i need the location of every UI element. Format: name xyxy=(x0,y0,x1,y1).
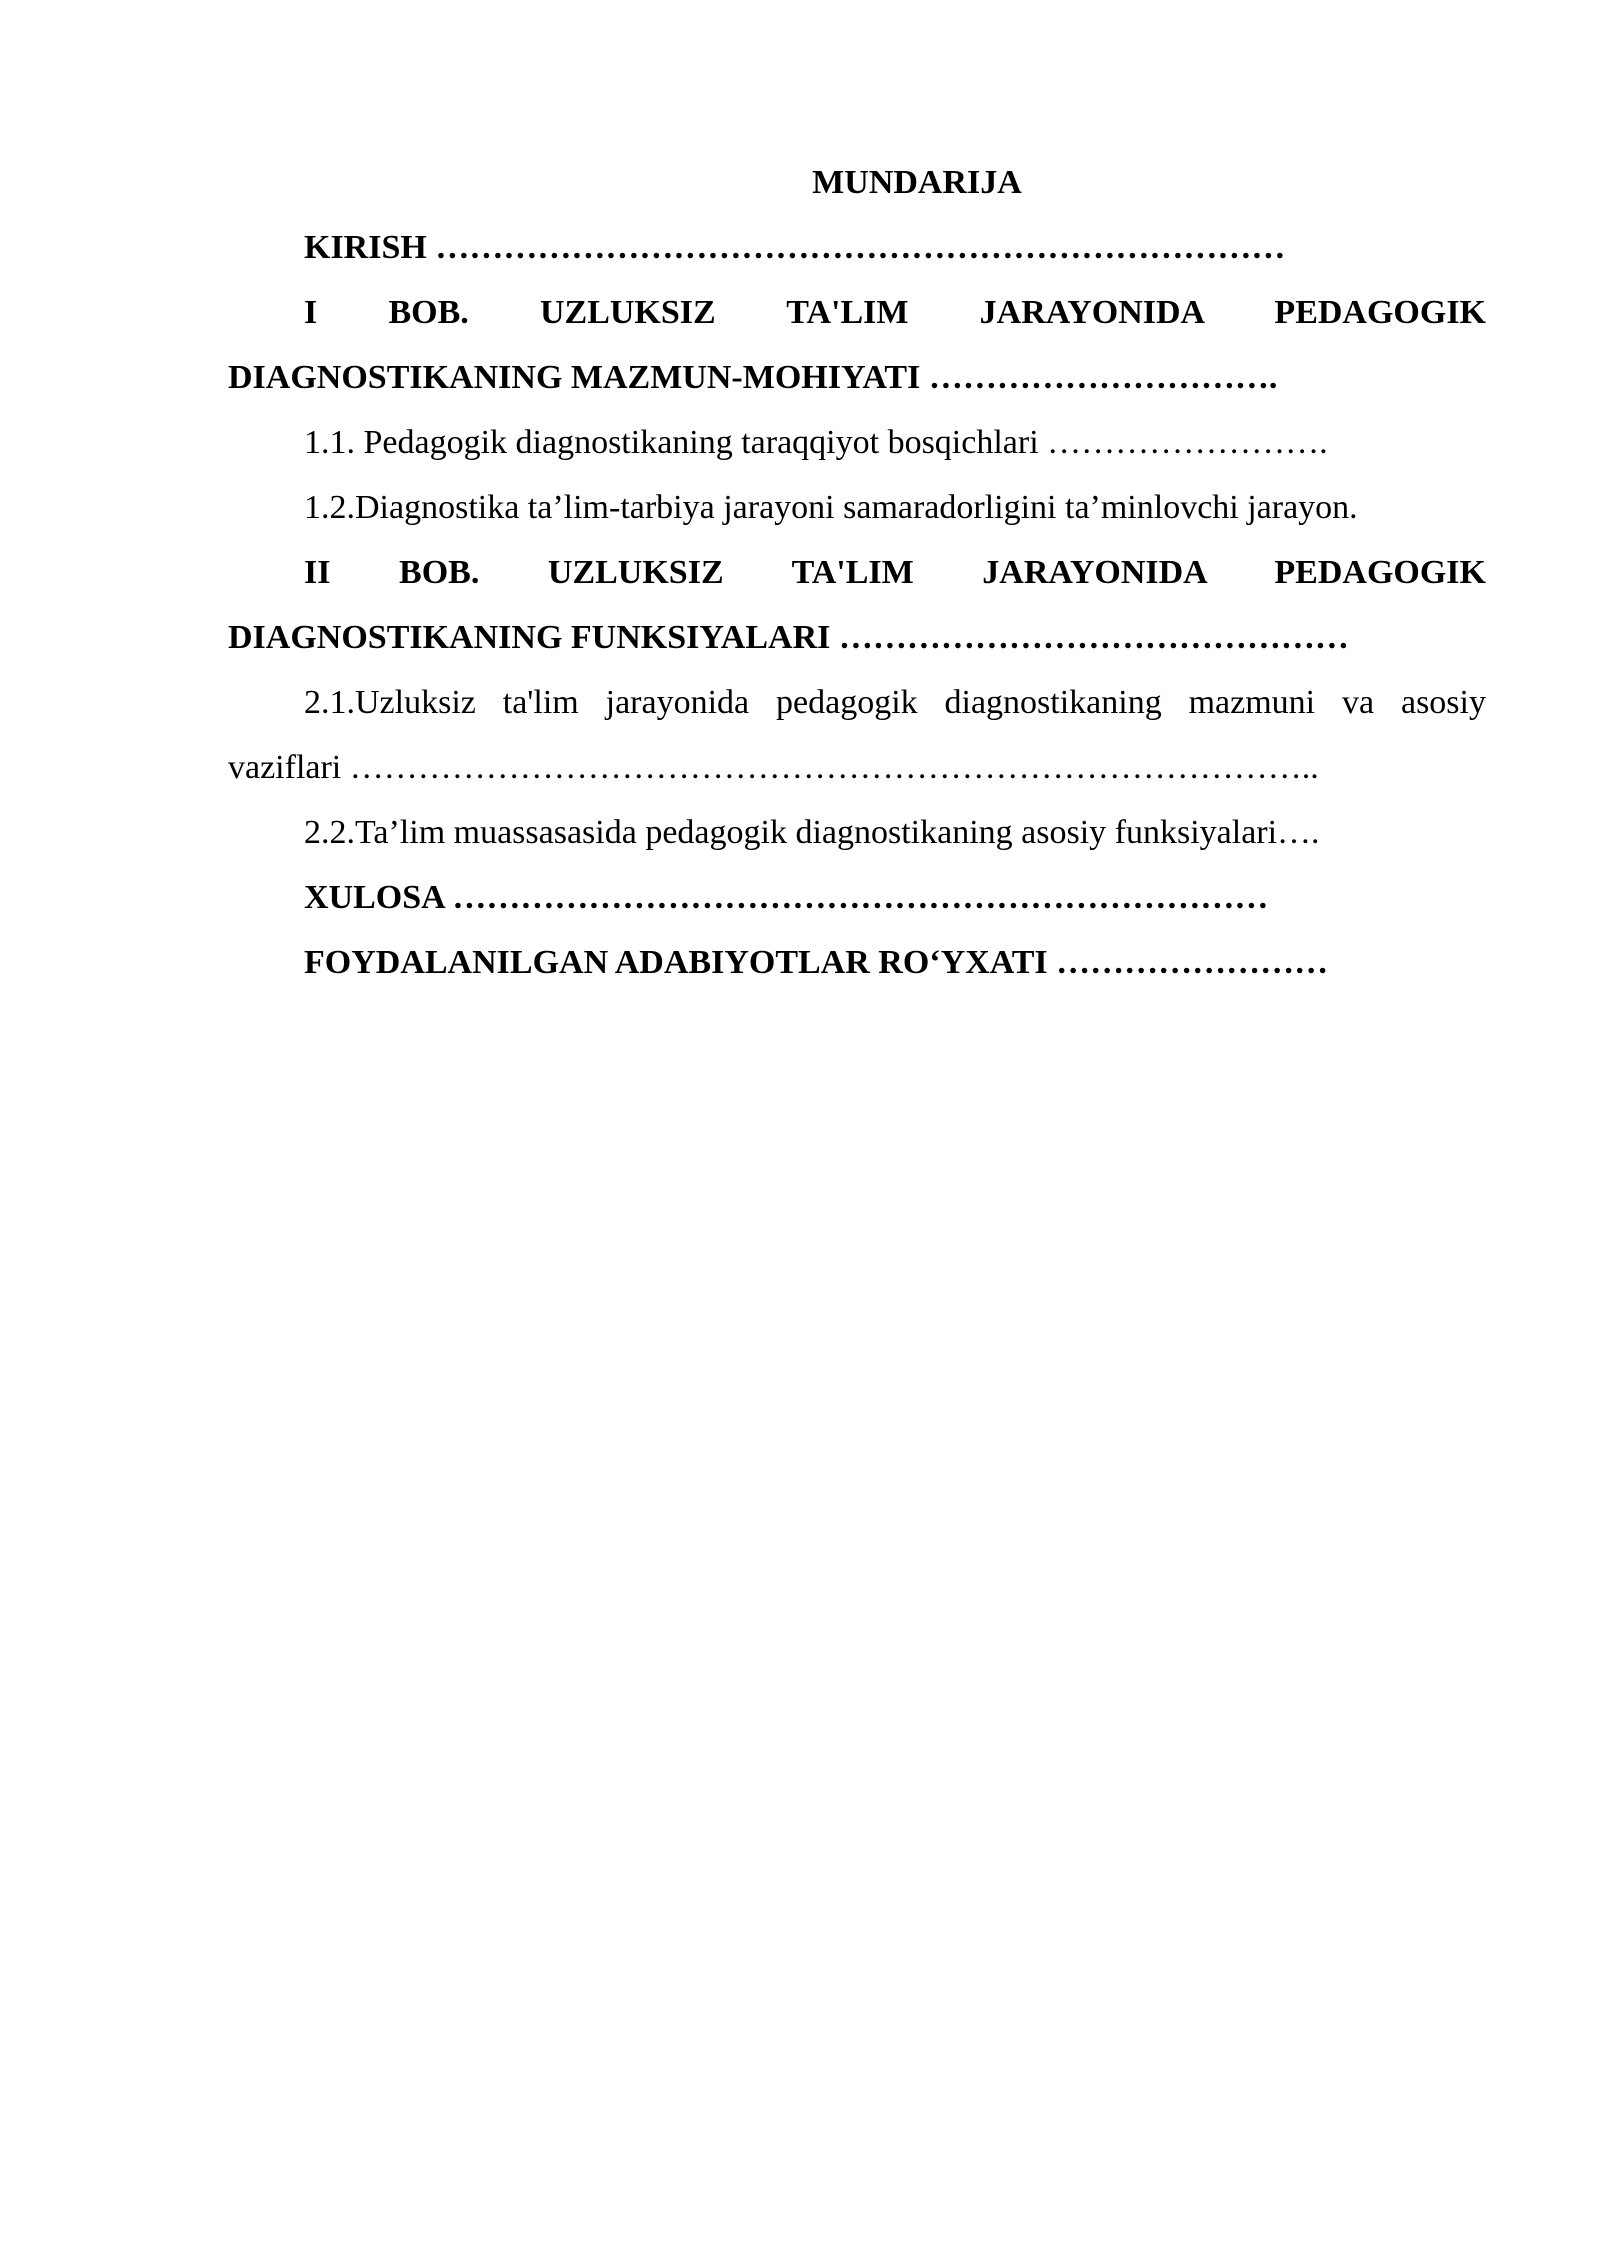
toc-entry-conclusion: XULOSA ……………………………………………………………… xyxy=(304,879,1269,916)
toc-entry-chapter-2-heading: II BOB. UZLUKSIZ TA'LIM JARAYONIDA PEDAGOGIK xyxy=(304,554,1486,591)
toc-entry-section-2-1-cont: vaziflari ………………………………………………………………………….. xyxy=(228,749,1319,786)
table-of-contents xyxy=(228,150,1486,995)
toc-entry-section-1-2: 1.2.Diagnostika ta’lim-tarbiya jarayoni samaradorligini ta’minlovchi jarayon. xyxy=(304,489,1358,526)
toc-entry-section-2-2: 2.2.Ta’lim muassasasida pedagogik diagnostikaning asosiy funksiyalari…. xyxy=(304,814,1320,851)
toc-entry-references: FOYDALANILGAN ADABIYOTLAR RO‘YXATI …………………… xyxy=(304,944,1329,981)
toc-entry-section-1-1: 1.1. Pedagogik diagnostikaning taraqqiyot bosqichlari ……………………. xyxy=(304,424,1328,461)
toc-entry-introduction: KIRISH ………………………………………………………………… xyxy=(304,229,1286,266)
toc-entry-section-2-1: 2.1.Uzluksiz ta'lim jarayonida pedagogik diagnostikaning mazmuni va asosiy xyxy=(304,684,1486,721)
toc-entry-chapter-2-heading-cont: DIAGNOSTIKANING FUNKSIYALARI ……………………………………… xyxy=(228,619,1349,656)
page-title: MUNDARIJA xyxy=(812,164,1022,201)
toc-entry-chapter-1-heading: I BOB. UZLUKSIZ TA'LIM JARAYONIDA PEDAGOGIK xyxy=(304,294,1486,331)
toc-entry-chapter-1-heading-cont: DIAGNOSTIKANING MAZMUN-MOHIYATI …………………………. xyxy=(228,359,1278,396)
